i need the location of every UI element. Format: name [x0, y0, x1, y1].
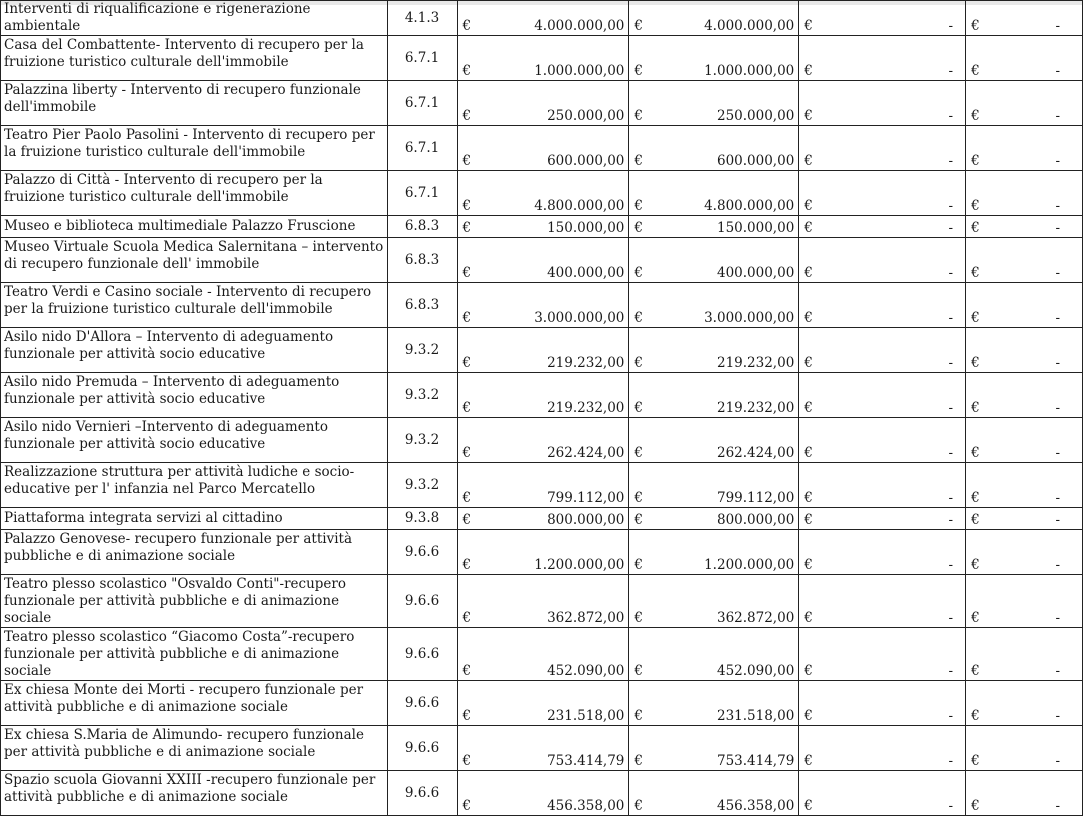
amount-cofinancing: - — [829, 216, 966, 238]
currency-symbol: € — [799, 328, 829, 373]
amount-funded: 799.112,00 — [657, 463, 799, 508]
amount-other: - — [994, 373, 1083, 418]
currency-symbol: € — [457, 81, 485, 126]
table-row — [1, 1, 1083, 36]
amount-funded: 4.000.000,00 — [657, 1, 799, 36]
currency-symbol: € — [966, 508, 994, 530]
action-code: 6.8.3 — [387, 216, 457, 238]
amount-funded: 1.000.000,00 — [657, 36, 799, 81]
currency-symbol: € — [799, 508, 829, 530]
action-code: 9.6.6 — [387, 771, 457, 816]
currency-symbol: € — [457, 628, 485, 681]
table-row — [1, 36, 1083, 81]
currency-symbol: € — [629, 328, 657, 373]
amount-total: 753.414,79 — [485, 726, 629, 771]
table-row — [1, 283, 1083, 328]
amount-total: 219.232,00 — [485, 373, 629, 418]
amount-other: - — [994, 418, 1083, 463]
currency-symbol: € — [629, 36, 657, 81]
currency-symbol: € — [799, 771, 829, 816]
amount-other: - — [994, 726, 1083, 771]
amount-funded: 219.232,00 — [657, 373, 799, 418]
action-code: 9.6.6 — [387, 726, 457, 771]
currency-symbol: € — [629, 238, 657, 283]
action-code: 6.7.1 — [387, 126, 457, 171]
amount-cofinancing: - — [829, 530, 966, 575]
currency-symbol: € — [457, 463, 485, 508]
amount-total: 456.358,00 — [485, 771, 629, 816]
amount-other: - — [994, 36, 1083, 81]
amount-total: 1.000.000,00 — [485, 36, 629, 81]
currency-symbol: € — [629, 126, 657, 171]
amount-total: 799.112,00 — [485, 463, 629, 508]
action-code: 6.7.1 — [387, 171, 457, 216]
amount-total: 400.000,00 — [485, 238, 629, 283]
currency-symbol: € — [629, 681, 657, 726]
amount-total: 4.800.000,00 — [485, 171, 629, 216]
currency-symbol: € — [799, 628, 829, 681]
currency-symbol: € — [457, 283, 485, 328]
amount-cofinancing: - — [829, 36, 966, 81]
currency-symbol: € — [966, 726, 994, 771]
amount-total: 262.424,00 — [485, 418, 629, 463]
project-description: Museo e biblioteca multimediale Palazzo Fruscione — [1, 216, 388, 238]
table-row — [1, 726, 1083, 771]
amount-funded: 800.000,00 — [657, 508, 799, 530]
table-row — [1, 81, 1083, 126]
amount-cofinancing: - — [829, 463, 966, 508]
project-description: Asilo nido Vernieri –Intervento di adeguamento funzionale per attività socio educative — [1, 418, 388, 463]
table-row — [1, 328, 1083, 373]
project-description: Ex chiesa S.Maria de Alimundo- recupero funzionale per attività pubbliche e di animazione sociale — [1, 726, 388, 771]
project-description: Spazio scuola Giovanni XXIII -recupero funzionale per attività pubbliche e di animazione sociale — [1, 771, 388, 816]
currency-symbol: € — [629, 726, 657, 771]
table-row — [1, 373, 1083, 418]
action-code: 9.6.6 — [387, 628, 457, 681]
currency-symbol: € — [966, 126, 994, 171]
amount-other: - — [994, 628, 1083, 681]
amount-other: - — [994, 283, 1083, 328]
project-description: Teatro Verdi e Casino sociale - Intervento di recupero per la fruizione turistico culturale dell'immobile — [1, 283, 388, 328]
currency-symbol: € — [799, 418, 829, 463]
amount-total: 1.200.000,00 — [485, 530, 629, 575]
currency-symbol: € — [966, 373, 994, 418]
table-body — [1, 1, 1083, 816]
amount-cofinancing: - — [829, 283, 966, 328]
amount-total: 3.000.000,00 — [485, 283, 629, 328]
amount-funded: 362.872,00 — [657, 575, 799, 628]
currency-symbol: € — [629, 283, 657, 328]
table-row — [1, 628, 1083, 681]
amount-funded: 600.000,00 — [657, 126, 799, 171]
table-row — [1, 771, 1083, 816]
amount-other: - — [994, 238, 1083, 283]
currency-symbol: € — [799, 171, 829, 216]
currency-symbol: € — [629, 628, 657, 681]
amount-funded: 753.414,79 — [657, 726, 799, 771]
currency-symbol: € — [629, 771, 657, 816]
currency-symbol: € — [799, 575, 829, 628]
currency-symbol: € — [457, 508, 485, 530]
table-row — [1, 575, 1083, 628]
currency-symbol: € — [966, 1, 994, 36]
action-code: 6.7.1 — [387, 81, 457, 126]
amount-cofinancing: - — [829, 418, 966, 463]
amount-total: 231.518,00 — [485, 681, 629, 726]
currency-symbol: € — [457, 726, 485, 771]
currency-symbol: € — [966, 575, 994, 628]
currency-symbol: € — [629, 373, 657, 418]
table-row — [1, 530, 1083, 575]
currency-symbol: € — [457, 373, 485, 418]
action-code: 6.8.3 — [387, 283, 457, 328]
currency-symbol: € — [966, 418, 994, 463]
amount-other: - — [994, 575, 1083, 628]
amount-total: 219.232,00 — [485, 328, 629, 373]
currency-symbol: € — [457, 171, 485, 216]
action-code: 9.3.2 — [387, 328, 457, 373]
currency-symbol: € — [799, 530, 829, 575]
project-description: Asilo nido D'Allora – Intervento di adeguamento funzionale per attività socio educative — [1, 328, 388, 373]
amount-funded: 250.000,00 — [657, 81, 799, 126]
currency-symbol: € — [799, 463, 829, 508]
project-description: Casa del Combattente- Intervento di recupero per la fruizione turistico culturale dell'immobile — [1, 36, 388, 81]
action-code: 6.7.1 — [387, 36, 457, 81]
currency-symbol: € — [966, 328, 994, 373]
action-code: 9.3.2 — [387, 373, 457, 418]
currency-symbol: € — [966, 238, 994, 283]
currency-symbol: € — [966, 283, 994, 328]
currency-symbol: € — [629, 575, 657, 628]
currency-symbol: € — [629, 530, 657, 575]
currency-symbol: € — [457, 530, 485, 575]
table-row — [1, 418, 1083, 463]
currency-symbol: € — [799, 726, 829, 771]
amount-funded: 400.000,00 — [657, 238, 799, 283]
amount-cofinancing: - — [829, 575, 966, 628]
currency-symbol: € — [799, 216, 829, 238]
project-description: Realizzazione struttura per attività ludiche e socio-educative per l' infanzia nel Parco Mercatello — [1, 463, 388, 508]
amount-cofinancing: - — [829, 681, 966, 726]
amount-total: 800.000,00 — [485, 508, 629, 530]
amount-funded: 3.000.000,00 — [657, 283, 799, 328]
amount-total: 4.000.000,00 — [485, 1, 629, 36]
amount-other: - — [994, 681, 1083, 726]
currency-symbol: € — [799, 238, 829, 283]
amount-cofinancing: - — [829, 373, 966, 418]
amount-cofinancing: - — [829, 771, 966, 816]
amount-cofinancing: - — [829, 126, 966, 171]
amount-funded: 452.090,00 — [657, 628, 799, 681]
action-code: 9.3.8 — [387, 508, 457, 530]
action-code: 9.6.6 — [387, 575, 457, 628]
currency-symbol: € — [629, 81, 657, 126]
amount-cofinancing: - — [829, 328, 966, 373]
amount-funded: 219.232,00 — [657, 328, 799, 373]
amount-total: 150.000,00 — [485, 216, 629, 238]
amount-other: - — [994, 463, 1083, 508]
currency-symbol: € — [966, 216, 994, 238]
table-row — [1, 463, 1083, 508]
amount-other: - — [994, 508, 1083, 530]
amount-other: - — [994, 171, 1083, 216]
currency-symbol: € — [457, 1, 485, 36]
amount-other: - — [994, 81, 1083, 126]
currency-symbol: € — [799, 283, 829, 328]
amount-other: - — [994, 1, 1083, 36]
currency-symbol: € — [457, 328, 485, 373]
action-code: 9.3.2 — [387, 463, 457, 508]
currency-symbol: € — [799, 1, 829, 36]
currency-symbol: € — [457, 238, 485, 283]
project-description: Teatro Pier Paolo Pasolini - Intervento di recupero per la fruizione turistico culturale dell'immobile — [1, 126, 388, 171]
currency-symbol: € — [966, 681, 994, 726]
table-row — [1, 508, 1083, 530]
project-description: Interventi di riqualificazione e rigenerazione ambientale — [1, 1, 388, 36]
currency-symbol: € — [966, 771, 994, 816]
amount-funded: 4.800.000,00 — [657, 171, 799, 216]
amount-other: - — [994, 530, 1083, 575]
project-description: Palazzo Genovese- recupero funzionale per attività pubbliche e di animazione sociale — [1, 530, 388, 575]
amount-other: - — [994, 328, 1083, 373]
project-description: Teatro plesso scolastico “Giacomo Costa”-recupero funzionale per attività pubbliche e di animazione sociale — [1, 628, 388, 681]
currency-symbol: € — [966, 628, 994, 681]
amount-total: 250.000,00 — [485, 81, 629, 126]
project-description: Ex chiesa Monte dei Morti - recupero funzionale per attività pubbliche e di animazione sociale — [1, 681, 388, 726]
amount-total: 600.000,00 — [485, 126, 629, 171]
currency-symbol: € — [629, 171, 657, 216]
currency-symbol: € — [629, 216, 657, 238]
action-code: 9.6.6 — [387, 681, 457, 726]
currency-symbol: € — [457, 418, 485, 463]
currency-symbol: € — [799, 126, 829, 171]
currency-symbol: € — [799, 36, 829, 81]
amount-funded: 231.518,00 — [657, 681, 799, 726]
currency-symbol: € — [966, 463, 994, 508]
amount-total: 452.090,00 — [485, 628, 629, 681]
currency-symbol: € — [457, 681, 485, 726]
currency-symbol: € — [457, 126, 485, 171]
currency-symbol: € — [629, 463, 657, 508]
currency-symbol: € — [799, 681, 829, 726]
currency-symbol: € — [966, 530, 994, 575]
project-description: Museo Virtuale Scuola Medica Salernitana – intervento di recupero funzionale dell' immobile — [1, 238, 388, 283]
project-description: Palazzo di Città - Intervento di recupero per la fruizione turistico culturale dell'immobile — [1, 171, 388, 216]
currency-symbol: € — [799, 373, 829, 418]
amount-funded: 456.358,00 — [657, 771, 799, 816]
amount-funded: 262.424,00 — [657, 418, 799, 463]
action-code: 6.8.3 — [387, 238, 457, 283]
amount-cofinancing: - — [829, 81, 966, 126]
project-description: Teatro plesso scolastico "Osvaldo Conti"-recupero funzionale per attività pubbliche e di animazione sociale — [1, 575, 388, 628]
action-code: 4.1.3 — [387, 1, 457, 36]
amount-total: 362.872,00 — [485, 575, 629, 628]
currency-symbol: € — [966, 81, 994, 126]
amount-funded: 1.200.000,00 — [657, 530, 799, 575]
table-row — [1, 238, 1083, 283]
action-code: 9.6.6 — [387, 530, 457, 575]
table-row — [1, 681, 1083, 726]
amount-other: - — [994, 216, 1083, 238]
project-description: Palazzina liberty - Intervento di recupero funzionale dell'immobile — [1, 81, 388, 126]
amount-cofinancing: - — [829, 171, 966, 216]
amount-cofinancing: - — [829, 628, 966, 681]
currency-symbol: € — [966, 36, 994, 81]
amount-other: - — [994, 771, 1083, 816]
currency-symbol: € — [457, 36, 485, 81]
action-code: 9.3.2 — [387, 418, 457, 463]
amount-cofinancing: - — [829, 508, 966, 530]
currency-symbol: € — [966, 171, 994, 216]
currency-symbol: € — [629, 508, 657, 530]
amount-funded: 150.000,00 — [657, 216, 799, 238]
currency-symbol: € — [799, 81, 829, 126]
table-row — [1, 171, 1083, 216]
amount-cofinancing: - — [829, 1, 966, 36]
currency-symbol: € — [457, 575, 485, 628]
project-description: Asilo nido Premuda – Intervento di adeguamento funzionale per attività socio educative — [1, 373, 388, 418]
currency-symbol: € — [629, 1, 657, 36]
currency-symbol: € — [457, 216, 485, 238]
currency-symbol: € — [457, 771, 485, 816]
amount-other: - — [994, 126, 1083, 171]
currency-symbol: € — [629, 418, 657, 463]
table-row — [1, 216, 1083, 238]
table-row — [1, 126, 1083, 171]
project-description: Piattaforma integrata servizi al cittadino — [1, 508, 388, 530]
amount-cofinancing: - — [829, 726, 966, 771]
amount-cofinancing: - — [829, 238, 966, 283]
